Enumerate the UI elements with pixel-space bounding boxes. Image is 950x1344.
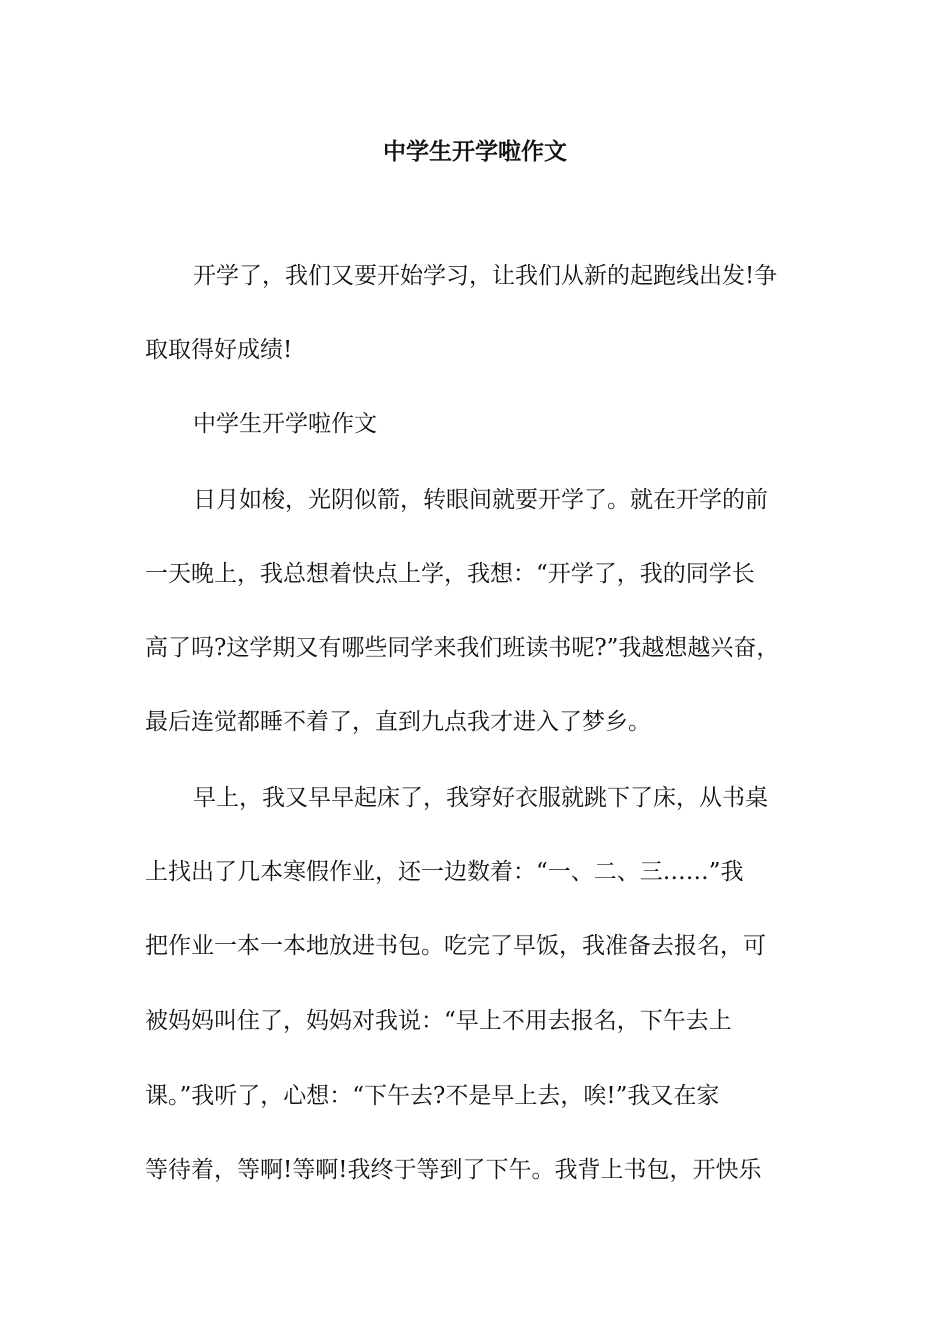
paragraph-line: 日月如梭，光阴似箭，转眼间就要开学了。就在开学的前 xyxy=(193,487,768,513)
paragraph-line: 一天晚上，我总想着快点上学，我想：“开学了，我的同学长 xyxy=(145,561,755,587)
paragraph-line: 取取得好成绩! xyxy=(145,337,293,363)
subtitle-line: 中学生开学啦作文 xyxy=(193,411,377,437)
paragraph-line: 早上，我又早早起床了，我穿好衣服就跳下了床，从书桌 xyxy=(193,785,768,811)
paragraph-line: 高了吗?这学期又有哪些同学来我们班读书呢?”我越想越兴奋， xyxy=(145,635,780,661)
paragraph-line: 被妈妈叫住了，妈妈对我说：“早上不用去报名，下午去上 xyxy=(145,1008,732,1034)
paragraph-line: 把作业一本一本地放进书包。吃完了早饭，我准备去报名，可 xyxy=(145,933,766,959)
paragraph-line: 上找出了几本寒假作业，还一边数着：“一、二、三……”我 xyxy=(145,859,744,885)
paragraph-line: 课。”我听了，心想：“下午去?不是早上去，唉!”我又在家 xyxy=(145,1083,720,1109)
paragraph-line: 等待着，等啊!等啊!我终于等到了下午。我背上书包，开快乐 xyxy=(145,1157,762,1183)
paragraph-line: 开学了，我们又要开始学习，让我们从新的起跑线出发!争 xyxy=(193,263,778,289)
paragraph-line: 最后连觉都睡不着了，直到九点我才进入了梦乡。 xyxy=(145,709,651,735)
document-title: 中学生开学啦作文 xyxy=(383,139,567,165)
